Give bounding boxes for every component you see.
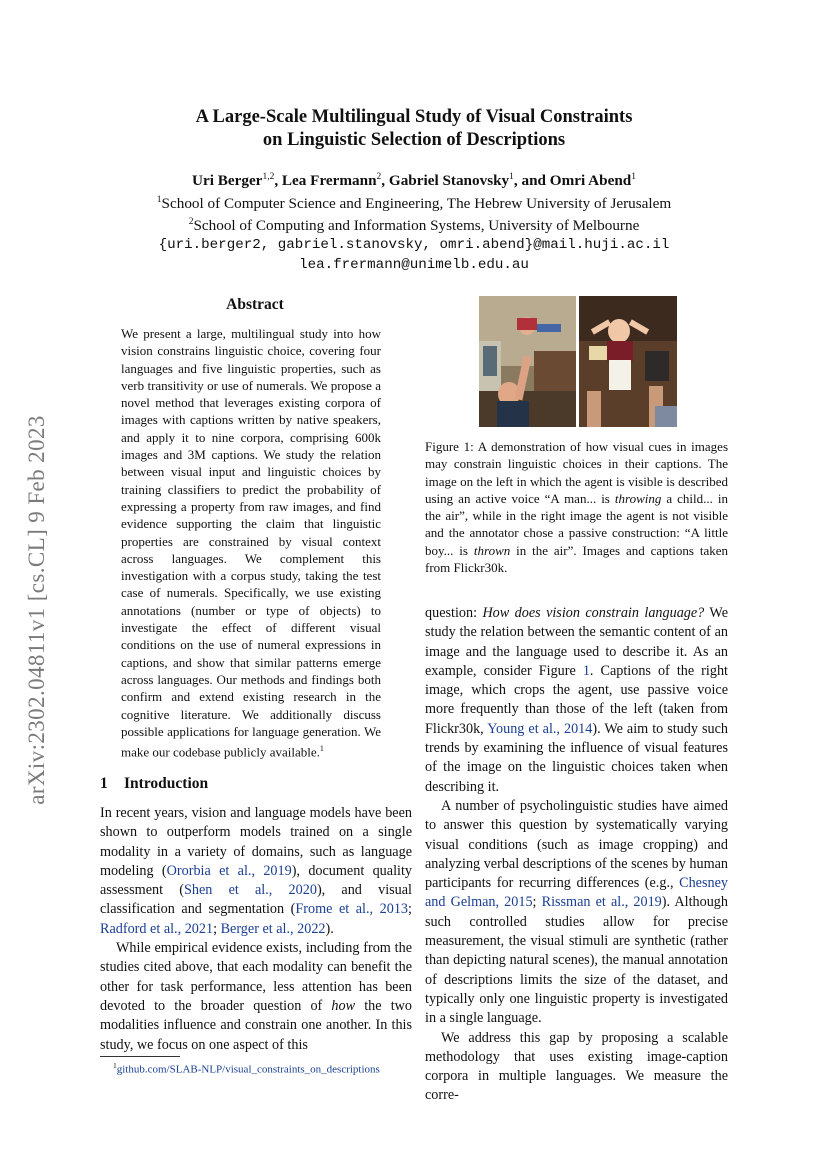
right-column bbox=[425, 604, 728, 1106]
text-run: A number of psycholinguistic studies have aimed to answer this question by systematically varying visual conditions (such as image cropping) and analyzing verbal descriptions of the scenes by human participants for recurring differences (e.g., bbox=[425, 797, 728, 892]
title-line-2: on Linguistic Selection of Descriptions bbox=[262, 130, 566, 150]
abstract-text: We present a large, multilingual study into how vision constrains linguistic choice, covering four languages and five linguistic properties, such as verb transitivity or use of numerals. We propose a novel method that leverages existing corpora of images with captions written by native speakers, and apply it to nine corpora, comprising 600k images and 3M captions. We study the relation between visual input and linguistic choices by training classifiers to predict the probability of expressing a property from raw images, and find evidence supporting the claim that linguistic properties are constrained by visual context across languages. We complement this investigation with a corpus study, taking the test case of numerals. Specifically, we use existing annotations (number or type of objects) to investigate the effect of different visual conditions on the use of numeral expressions in captions, and show that similar patterns emerge across languages. Our methods and findings both confirm and extend existing research in the cognitive literature. We additionally discuss possible applications for language generation. We make our codebase publicly available. bbox=[121, 326, 381, 760]
figure-reference-link[interactable]: 1 bbox=[582, 662, 590, 679]
text-run: ). bbox=[325, 920, 334, 937]
section-title: Introduction bbox=[124, 775, 209, 792]
text-run: ). We aim to study such trends by examining the influence of visual features of the image on the linguistic choices taken when describing it. bbox=[425, 720, 728, 795]
author-4-affil: 1 bbox=[631, 172, 636, 182]
photo-left-man-throwing-child bbox=[479, 296, 576, 427]
emphasis: throwing bbox=[614, 490, 662, 506]
author-2-affil: 2 bbox=[376, 172, 382, 182]
text-run: We study the relation between the semantic content of an image and the language used to describe it. As an example, consider Figure bbox=[425, 605, 728, 679]
author-3: Gabriel Stanovsky bbox=[388, 172, 510, 190]
affiliation-1 bbox=[100, 191, 728, 214]
email-2: lea.frermann@unimelb.edu.au bbox=[299, 256, 529, 273]
author-1: Uri Berger bbox=[192, 172, 263, 190]
arxiv-sidebar bbox=[20, 370, 54, 850]
text-run: a child... in the air”, while in the right image the agent is not visible and the annotator chose a passive construction: “A little boy... is bbox=[425, 490, 728, 558]
citation-link[interactable]: Radford et al., 2021 bbox=[100, 920, 214, 937]
affiliation-2 bbox=[100, 213, 728, 236]
author-3-affil: 1 bbox=[509, 172, 514, 182]
affiliation-1-mark: 1 bbox=[156, 194, 162, 205]
abstract-heading: Abstract bbox=[226, 296, 284, 313]
footnote-rule bbox=[100, 1056, 180, 1057]
section-heading-introduction bbox=[100, 775, 208, 793]
intro-paragraph-1 bbox=[100, 804, 412, 939]
affiliation-2-mark: 2 bbox=[188, 217, 194, 228]
arxiv-identifier: arXiv:2302.04811v1 [cs.CL] 9 Feb 2023 bbox=[24, 415, 49, 805]
text-run: ; bbox=[213, 920, 221, 937]
citation-link[interactable]: Shen et al., 2020 bbox=[183, 882, 317, 899]
text-run: ; bbox=[408, 901, 412, 918]
title-line-1: A Large-Scale Multilingual Study of Visual Constraints bbox=[195, 107, 633, 127]
text-run: In recent years, vision and language models have been shown to outperform models trained on a single modality in a variety of domains, such as language modeling ( bbox=[100, 805, 412, 879]
figure-1-caption bbox=[425, 438, 728, 576]
footnote-link[interactable]: github.com/SLAB-NLP/visual_constraints_on_descriptions bbox=[116, 1063, 380, 1076]
text-run: While empirical evidence exists, including from the studies cited above, that each modality can benefit the other for task performance, less attention has been devoted to the broader question of bbox=[100, 940, 412, 1014]
citation-link[interactable]: Young et al., 2014 bbox=[487, 720, 593, 737]
footnote bbox=[113, 1061, 380, 1076]
emphasis: how bbox=[331, 997, 356, 1014]
footnote-mark: 1 bbox=[113, 1061, 117, 1070]
email-1: {uri.berger2, gabriel.stanovsky, omri.abend}@mail.huji.ac.il bbox=[158, 236, 670, 253]
emphasis: How does vision constrain language? bbox=[482, 605, 705, 621]
text-run: the two modalities influence and constrain one another. In this study, we focus on one aspect of this bbox=[100, 997, 412, 1053]
author-4: Omri Abend bbox=[549, 172, 632, 190]
intro-column bbox=[100, 804, 412, 1055]
text-run: ), document quality assessment ( bbox=[100, 862, 412, 899]
col2-paragraph-2 bbox=[425, 797, 728, 1029]
citation-link[interactable]: Ororbia et al., 2019 bbox=[166, 862, 292, 879]
text-run: in the air”. Images and captions taken from Flickr30k. bbox=[425, 542, 729, 576]
text-run: ). Although such controlled studies allow for precise measurement, the visual stimuli are synthetic (rather than depicting natural scenes), the manual annotation of descriptions limits the size of the dataset, and typically only one linguistic property is investigated in a single language. bbox=[425, 894, 728, 1027]
author-separator: , bbox=[274, 172, 282, 190]
photo-right-illustration bbox=[579, 296, 677, 427]
abstract-footnote-mark: 1 bbox=[319, 744, 324, 754]
text-run: ; bbox=[532, 894, 542, 911]
photo-left-illustration bbox=[479, 296, 576, 427]
section-number: 1 bbox=[100, 775, 108, 792]
abstract-body bbox=[121, 325, 381, 761]
col2-paragraph-3: We address this gap by proposing a scalable methodology that uses existing image-caption corpora in multiple languages. We measure the corre- bbox=[425, 1029, 728, 1104]
author-1-affil: 1,2 bbox=[262, 172, 275, 182]
text-run: Figure 1: A demonstration of how visual cues in images may constrain linguistic choices in their captions. The image on the left in which the agent is visible is described using an active voice “A man... is bbox=[425, 439, 728, 506]
citation-link[interactable]: Berger et al., 2022 bbox=[220, 920, 326, 937]
author-names bbox=[100, 168, 728, 191]
intro-paragraph-2 bbox=[100, 939, 412, 1055]
citation-link[interactable]: Chesney and Gelman, 2015 bbox=[425, 875, 728, 911]
text-run: ), and visual classification and segmentation ( bbox=[100, 882, 412, 918]
figure-1-images bbox=[479, 296, 677, 427]
photo-right-child-in-air bbox=[579, 296, 677, 427]
text-run: . Captions of the right image, which crops the agent, use passive voice more frequently than those of the left (taken from Flickr30k, bbox=[425, 662, 728, 737]
affiliation-1-text: School of Computer Science and Engineering, The Hebrew University of Jerusalem bbox=[161, 194, 672, 212]
citation-link[interactable]: Rissman et al., 2019 bbox=[541, 894, 662, 911]
author-2: Lea Frermann bbox=[281, 172, 377, 190]
author-separator: , and bbox=[513, 172, 550, 190]
col2-paragraph-1 bbox=[425, 604, 728, 797]
text-run: question: bbox=[425, 605, 483, 621]
author-separator: , bbox=[381, 172, 389, 190]
author-block bbox=[100, 168, 728, 275]
citation-link[interactable]: Frome et al., 2013 bbox=[295, 901, 409, 918]
affiliation-2-text: School of Computing and Information Systems, University of Melbourne bbox=[193, 217, 640, 235]
emphasis: thrown bbox=[473, 542, 511, 558]
paper-title bbox=[100, 106, 728, 152]
